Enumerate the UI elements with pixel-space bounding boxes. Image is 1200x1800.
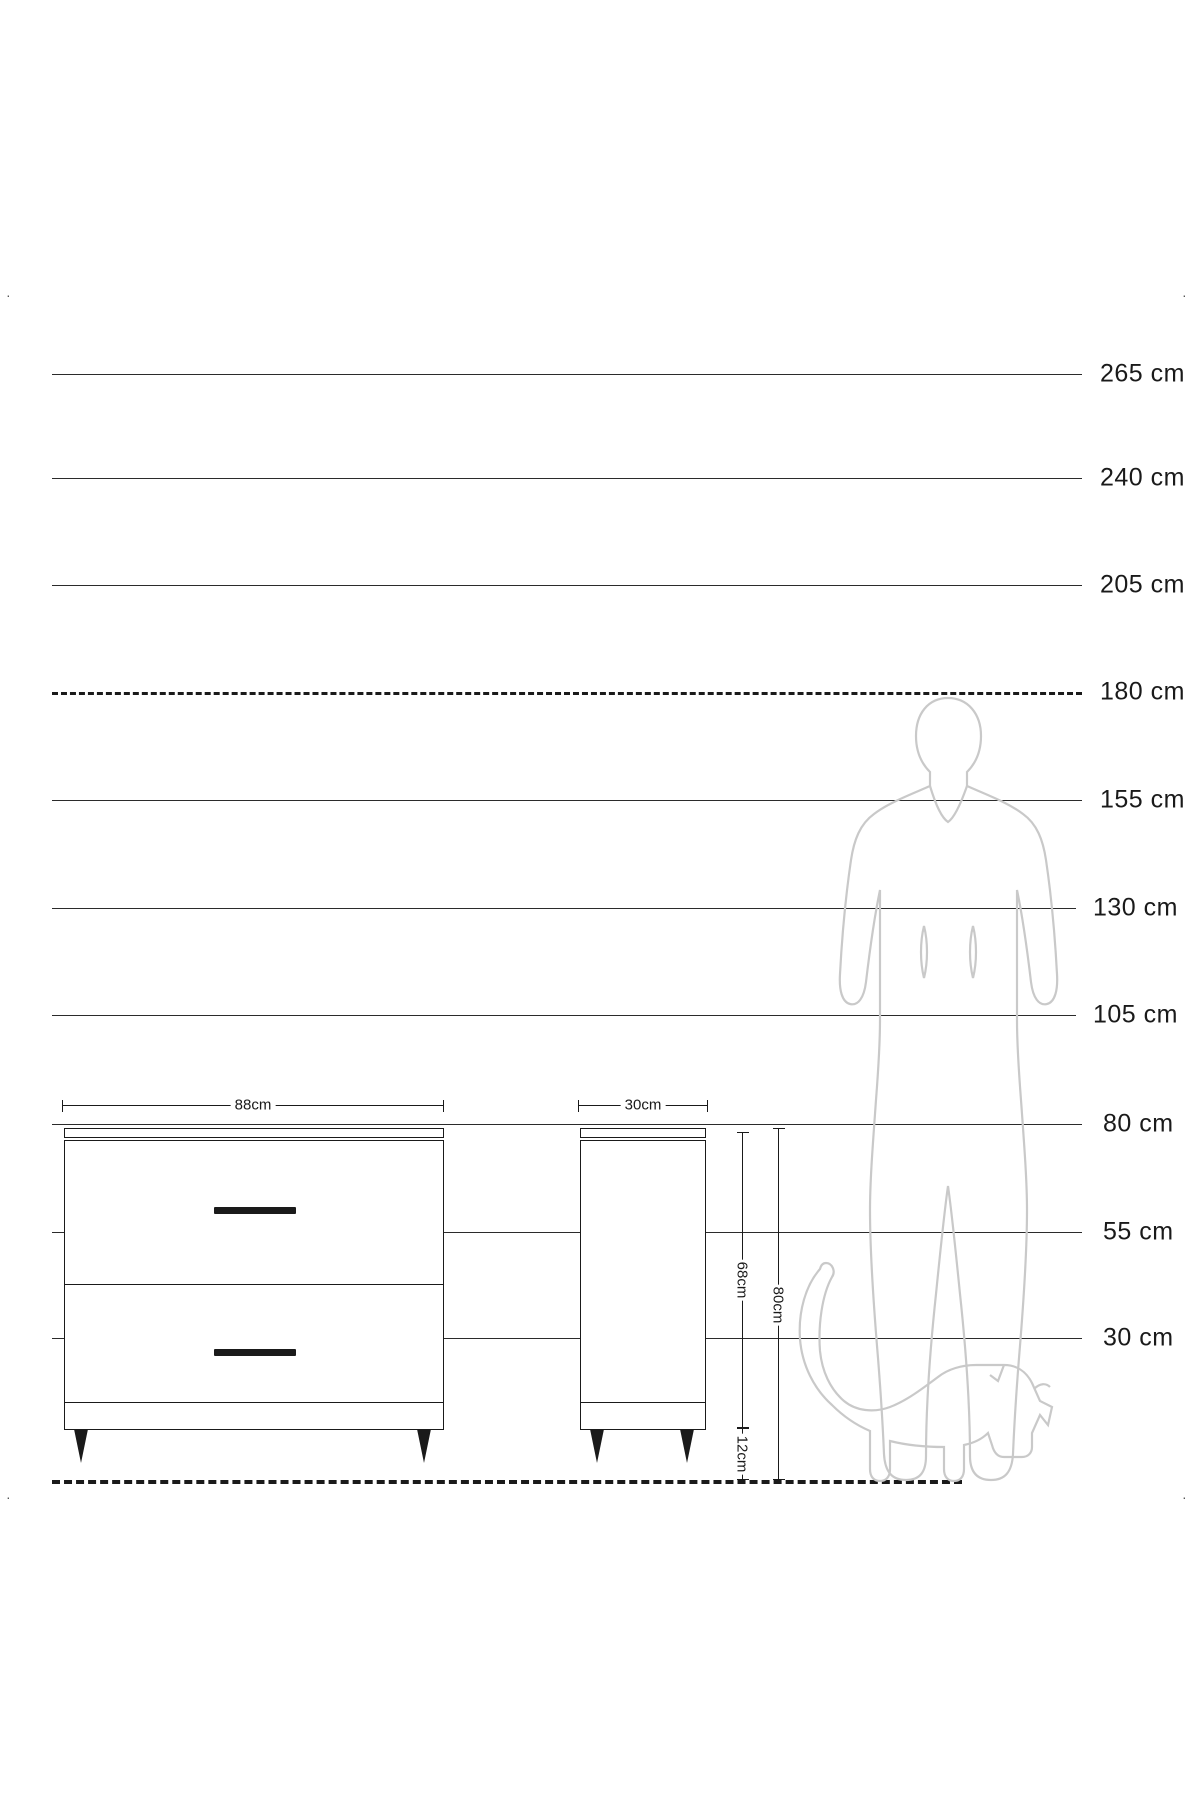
dimension-cabinet-width-label: 30cm [621,1097,666,1114]
scale-label-265: 265 cm [1100,359,1185,388]
scale-label-55: 55 cm [1103,1217,1174,1246]
dimension-cabinet-total-height-label: 80cm [769,1286,787,1324]
scale-label-30: 30 cm [1103,1323,1174,1352]
scale-line-205 [52,585,1082,586]
cabinet-top-panel [580,1128,706,1138]
scale-label-80: 80 cm [1103,1109,1174,1138]
scale-line-240 [52,478,1082,479]
cat-silhouette [790,1255,1060,1495]
corner-mark-top-right: · [1182,287,1187,303]
dresser-body [64,1140,444,1430]
scale-line-265 [52,374,1082,375]
scale-label-155: 155 cm [1100,785,1185,814]
dimension-cabinet-body-height-label: 68cm [733,1261,751,1299]
scale-label-205: 205 cm [1100,570,1185,599]
cabinet [580,1128,706,1428]
scale-label-105: 105 cm [1093,1000,1178,1029]
corner-mark-bottom-right: · [1182,1489,1187,1505]
dresser-leg-right [417,1429,431,1463]
cabinet-body [580,1140,706,1430]
dresser-top-panel [64,1128,444,1138]
cabinet-plinth-line [581,1402,705,1403]
dresser-drawer-divider [65,1284,443,1285]
corner-mark-top-left: · [6,287,11,303]
cabinet-leg-right [680,1429,694,1463]
dresser-plinth-line [65,1402,443,1403]
dresser-leg-left [74,1429,88,1463]
scale-label-180: 180 cm [1100,677,1185,706]
cabinet-leg-left [590,1429,604,1463]
dimension-leg-height-label: 12cm [733,1435,751,1473]
dimension-dresser-width-label: 88cm [231,1097,276,1114]
scale-label-240: 240 cm [1100,463,1185,492]
scale-label-130: 130 cm [1093,893,1178,922]
dresser-handle-top [214,1207,296,1214]
dresser [64,1128,444,1428]
corner-mark-bottom-left: · [6,1489,11,1505]
dresser-handle-bottom [214,1349,296,1356]
